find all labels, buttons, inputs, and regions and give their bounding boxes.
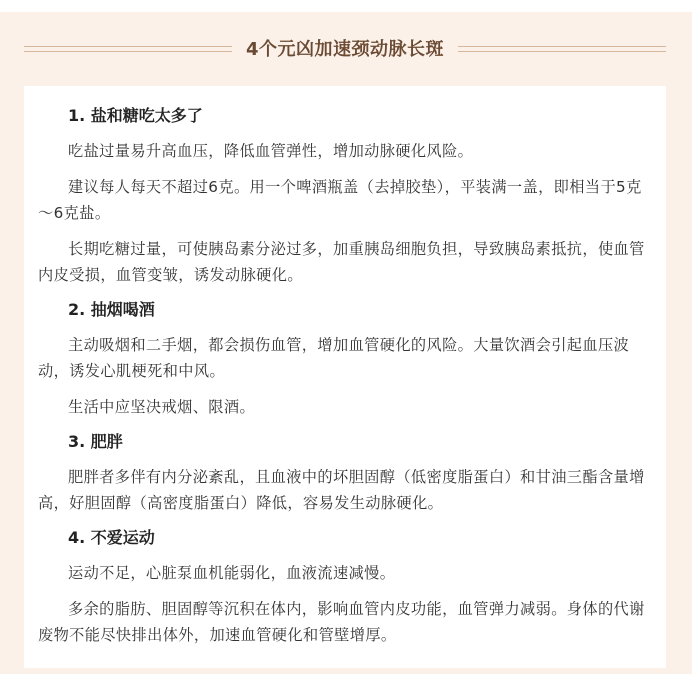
top-band [0,0,692,12]
header-rule-right [458,46,666,52]
paragraph-4-1: 运动不足，心脏泵血机能弱化，血液流速减慢。 [68,564,396,582]
paragraph-2-1: 主动吸烟和二手烟，都会损伤血管，增加血管硬化的风险。大量饮酒会引起血压波动，诱发心肌梗死和中风。 [38,336,630,380]
paragraph-1-1: 吃盐过量易升高血压，降低血管弹性，增加动脉硬化风险。 [68,142,474,160]
section-heading-4: 4. 不爱运动 [68,528,155,547]
section-heading-3: 3. 肥胖 [68,432,123,451]
page-title: 4个元凶加速颈动脉长斑 [245,39,445,60]
paragraph-3-1: 肥胖者多伴有内分泌紊乱，且血液中的坏胆固醇（低密度脂蛋白）和甘油三酯含量增高，好胆固醇（高密度脂蛋白）降低，容易发生动脉硬化。 [38,468,645,512]
section-heading-2: 2. 抽烟喝酒 [68,300,155,319]
paragraph-4-2: 多余的脂肪、胆固醇等沉积在体内，影响血管内皮功能，血管弹力减弱。身体的代谢废物不能尽快排出体外，加速血管硬化和管壁增厚。 [38,600,645,644]
paragraph-1-2: 建议每人每天不超过6克。用一个啤酒瓶盖（去掉胶垫），平装满一盖，即相当于5克～6克盐。 [38,178,642,222]
paragraph-1-3: 长期吃糖过量，可使胰岛素分泌过多，加重胰岛细胞负担，导致胰岛素抵抗，使血管内皮受损，血管变皱，诱发动脉硬化。 [38,240,645,284]
section-heading-1: 1. 盐和糖吃太多了 [68,106,203,125]
paragraph-2-2: 生活中应坚决戒烟、限酒。 [68,398,256,416]
article-card [24,86,666,668]
section-header [24,30,666,70]
header-rule-left [24,46,232,52]
